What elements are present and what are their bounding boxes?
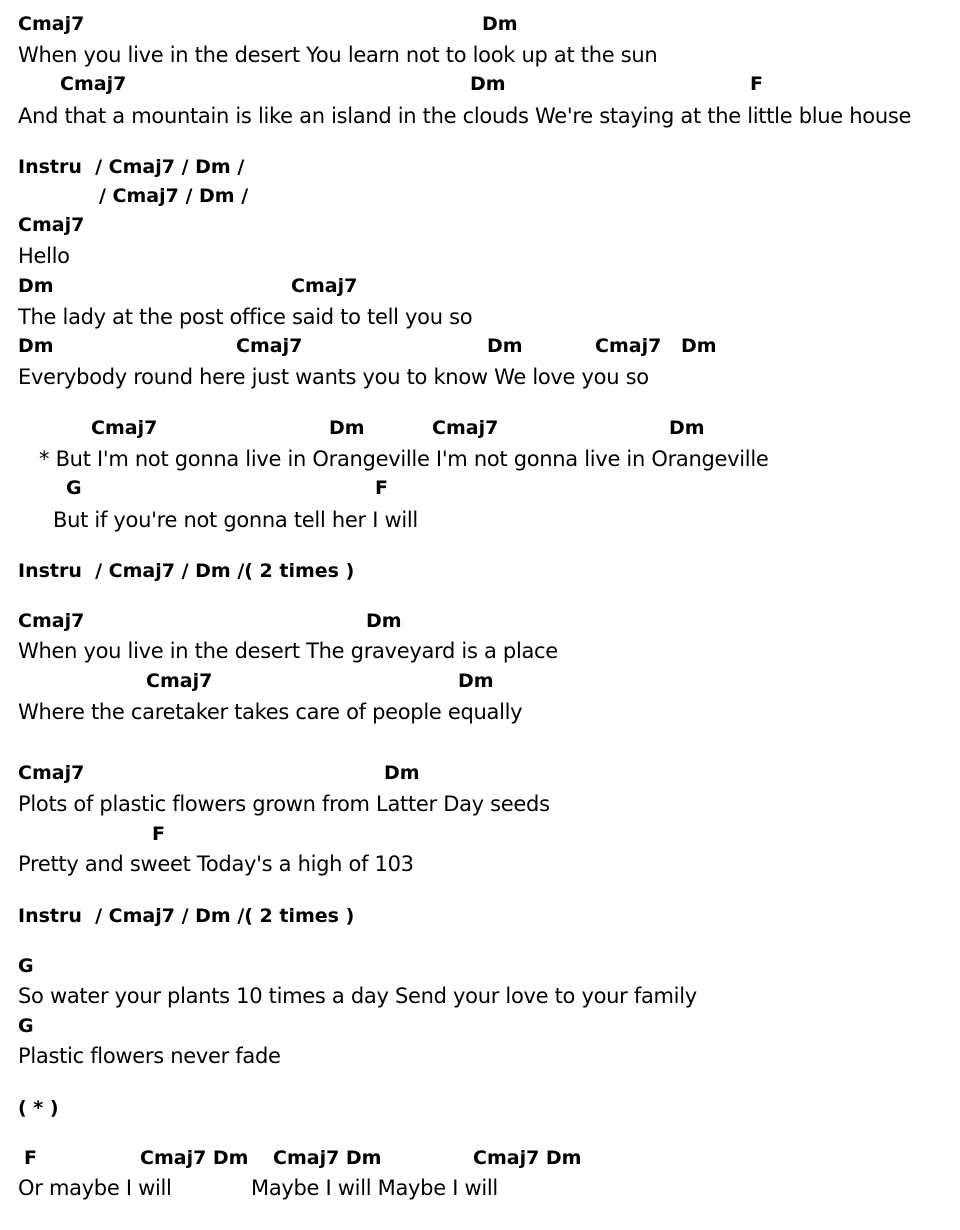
chord: Cmaj7 xyxy=(146,670,213,692)
lyric-line: Plots of plastic flowers grown from Latter Day seeds xyxy=(18,792,550,816)
lyric-line: Pretty and sweet Today's a high of 103 xyxy=(18,852,414,876)
chord: G xyxy=(18,1015,34,1037)
chord: Cmaj7 xyxy=(595,335,662,357)
chord: Cmaj7 xyxy=(91,417,158,439)
chord: Cmaj7 xyxy=(18,610,85,632)
lyric-line: Everybody round here just wants you to know We love you so xyxy=(18,365,649,389)
instrumental-line: / Cmaj7 / Dm / xyxy=(99,185,249,207)
chord: Cmaj7 xyxy=(236,335,303,357)
lyric-line: When you live in the desert The graveyard is a place xyxy=(18,639,558,663)
chord: Dm xyxy=(18,275,54,297)
chord: Cmaj7 Dm xyxy=(140,1147,249,1169)
lyric-line: When you live in the desert You learn not to look up at the sun xyxy=(18,43,658,67)
lyric-line: * But I'm not gonna live in Orangeville I'm not gonna live in Orangeville xyxy=(39,447,769,471)
lyric-line: Plastic flowers never fade xyxy=(18,1044,281,1068)
lyric-line: But if you're not gonna tell her I will xyxy=(53,508,418,532)
chord: G xyxy=(18,955,34,977)
chorus-marker: ( * ) xyxy=(18,1097,59,1119)
chord: Cmaj7 xyxy=(60,73,127,95)
instrumental-line: Instru / Cmaj7 / Dm /( 2 times ) xyxy=(18,905,355,927)
chord: Cmaj7 xyxy=(432,417,499,439)
chord: Cmaj7 Dm xyxy=(473,1147,582,1169)
lyric-line: Or maybe I will xyxy=(18,1176,172,1200)
lyric-line: Maybe I will Maybe I will xyxy=(251,1176,498,1200)
chord: Dm xyxy=(482,13,518,35)
chord: Cmaj7 Dm xyxy=(273,1147,382,1169)
chord: Dm xyxy=(487,335,523,357)
chord: F xyxy=(152,823,165,845)
chord: Dm xyxy=(681,335,717,357)
lyric-line: And that a mountain is like an island in the clouds We're staying at the little blue house xyxy=(18,104,912,128)
lyric-line: Where the caretaker takes care of people equally xyxy=(18,700,523,724)
chord: Dm xyxy=(470,73,506,95)
lyric-line: The lady at the post office said to tell you so xyxy=(18,305,473,329)
chord: Cmaj7 xyxy=(18,13,85,35)
chord: G xyxy=(66,477,82,499)
chord: Cmaj7 xyxy=(18,762,85,784)
instrumental-line: Instru / Cmaj7 / Dm / xyxy=(18,156,245,178)
chord: F xyxy=(24,1147,37,1169)
chord: F xyxy=(375,477,388,499)
chord: Dm xyxy=(669,417,705,439)
lyric-line: Hello xyxy=(18,244,70,268)
instrumental-line: Instru / Cmaj7 / Dm /( 2 times ) xyxy=(18,560,355,582)
chord: F xyxy=(750,73,763,95)
chord: Dm xyxy=(458,670,494,692)
chord: Cmaj7 xyxy=(18,214,85,236)
chord: Dm xyxy=(384,762,420,784)
chord: Dm xyxy=(366,610,402,632)
chord: Dm xyxy=(329,417,365,439)
chord: Dm xyxy=(18,335,54,357)
chord: Cmaj7 xyxy=(291,275,358,297)
lyric-line: So water your plants 10 times a day Send your love to your family xyxy=(18,984,697,1008)
